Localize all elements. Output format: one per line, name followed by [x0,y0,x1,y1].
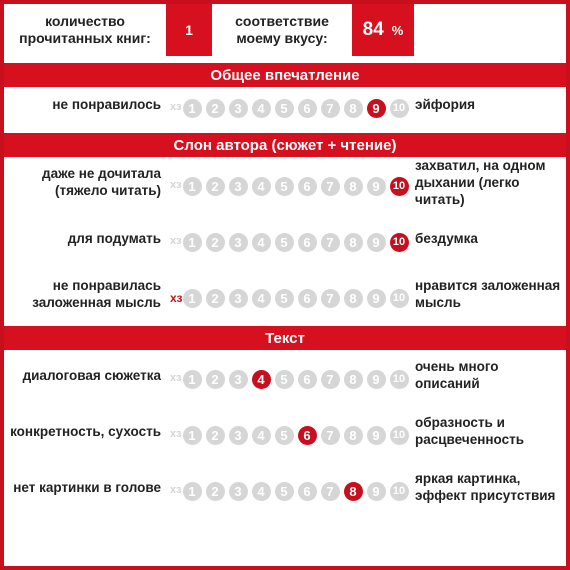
scale-option-2[interactable]: 2 [206,370,225,389]
section-title: Общее впечатление [4,63,566,87]
scale-option-4[interactable]: 4 [252,482,271,501]
scale-option-2[interactable]: 2 [206,482,225,501]
scale-option-3[interactable]: 3 [229,99,248,118]
scale-right-label: образность и расцвеченность [415,415,524,447]
scale-option-9[interactable]: 9 [367,482,386,501]
scale-option-3[interactable]: 3 [229,289,248,308]
scale-option-5[interactable]: 5 [275,233,294,252]
scale-option-1[interactable]: 1 [183,482,202,501]
scale-option-1[interactable]: 1 [183,370,202,389]
scale-option-3[interactable]: 3 [229,426,248,445]
scale-option-8[interactable]: 8 [344,177,363,196]
scale-option-7[interactable]: 7 [321,482,340,501]
scale-option-7[interactable]: 7 [321,99,340,118]
scale-option-9[interactable]: 9 [367,289,386,308]
scale-option-2[interactable]: 2 [206,99,225,118]
scale-right-label: яркая картинка, эффект присутствия [415,471,556,503]
scale-option-10[interactable]: 10 [390,99,409,118]
scale-option-4[interactable]: 4 [252,426,271,445]
scale-option-8[interactable]: 8 [344,99,363,118]
scale-option-7[interactable]: 7 [321,370,340,389]
scale-option-3[interactable]: 3 [229,177,248,196]
scale-option-2[interactable]: 2 [206,177,225,196]
taste-match-unit: % [391,22,404,38]
scale-option-10[interactable]: 10 [390,177,409,196]
scale-option-6[interactable]: 6 [298,99,317,118]
scale-option-1[interactable]: 1 [183,289,202,308]
scale-option-8[interactable]: 8 [344,370,363,389]
scale-option-6[interactable]: 6 [298,289,317,308]
scale-left-label: даже не дочитала (тяжело читать) [42,166,161,198]
scale-left-label: для подумать [67,230,161,246]
scale-option-10[interactable]: 10 [390,482,409,501]
scale-option-7[interactable]: 7 [321,426,340,445]
scale-option-4[interactable]: 4 [252,177,271,196]
scale-option-7[interactable]: 7 [321,289,340,308]
taste-match-label: соответствие моему вкусу: [212,4,352,56]
scale-option-xz[interactable]: хз [170,179,182,191]
scale-option-xz[interactable]: хз [170,235,182,247]
scale-option-5[interactable]: 5 [275,482,294,501]
scale-option-3[interactable]: 3 [229,370,248,389]
scale-option-8[interactable]: 8 [344,426,363,445]
scale-option-9[interactable]: 9 [367,177,386,196]
scale-option-2[interactable]: 2 [206,289,225,308]
scale-option-xz[interactable]: хз [170,372,182,384]
scale-option-10[interactable]: 10 [390,370,409,389]
scale-option-4[interactable]: 4 [252,289,271,308]
scale-left-label: диалоговая сюжетка [22,367,161,383]
scale-option-4[interactable]: 4 [252,370,271,389]
scale-option-10[interactable]: 10 [390,426,409,445]
scale-option-6[interactable]: 6 [298,482,317,501]
scale-left-label: не понравилось [52,96,161,112]
scale-option-8[interactable]: 8 [344,482,363,501]
scale-option-1[interactable]: 1 [183,99,202,118]
scale-option-8[interactable]: 8 [344,289,363,308]
scale-option-7[interactable]: 7 [321,233,340,252]
scale-option-1[interactable]: 1 [183,177,202,196]
section-title: Текст [4,326,566,350]
scale-option-5[interactable]: 5 [275,289,294,308]
scale-option-9[interactable]: 9 [367,370,386,389]
scale-option-5[interactable]: 5 [275,177,294,196]
scale-option-6[interactable]: 6 [298,426,317,445]
scale-left-label: конкретность, сухость [10,423,161,439]
scale-right-label: эйфория [415,96,476,112]
scale-right-label: захватил, на одном дыхании (легко читать) [415,157,546,207]
books-count-label: количество прочитанных книг: [4,4,166,56]
scale-option-5[interactable]: 5 [275,370,294,389]
scale-option-xz[interactable]: хз [170,484,182,496]
scale-option-3[interactable]: 3 [229,233,248,252]
scale-option-6[interactable]: 6 [298,177,317,196]
scale-option-6[interactable]: 6 [298,370,317,389]
scale-option-2[interactable]: 2 [206,426,225,445]
scale-option-xz[interactable]: хз [170,291,183,305]
taste-match-number: 84 [362,19,384,40]
scale-option-5[interactable]: 5 [275,426,294,445]
scale-right-label: бездумка [415,230,478,246]
scale-option-10[interactable]: 10 [390,233,409,252]
scale-option-3[interactable]: 3 [229,482,248,501]
scale-option-xz[interactable]: хз [170,428,182,440]
books-count-value: 1 [166,4,212,56]
scale-option-6[interactable]: 6 [298,233,317,252]
scale-option-4[interactable]: 4 [252,99,271,118]
taste-match-value [352,4,414,56]
scale-option-2[interactable]: 2 [206,233,225,252]
scale-option-9[interactable]: 9 [367,99,386,118]
scale-option-8[interactable]: 8 [344,233,363,252]
scale-left-label: нет картинки в голове [13,479,161,495]
scale-option-4[interactable]: 4 [252,233,271,252]
scale-option-9[interactable]: 9 [367,426,386,445]
scale-right-label: нравится заложенная мысль [415,278,561,310]
scale-option-1[interactable]: 1 [183,233,202,252]
header-empty-cell [414,4,566,56]
scale-option-10[interactable]: 10 [390,289,409,308]
scale-option-7[interactable]: 7 [321,177,340,196]
scale-right-label: очень много описаний [415,359,499,391]
scale-left-label: не понравилась заложенная мысль [32,278,161,310]
scale-option-xz[interactable]: хз [170,101,182,113]
section-title: Слон автора (сюжет + чтение) [4,133,566,157]
scale-option-5[interactable]: 5 [275,99,294,118]
scale-option-9[interactable]: 9 [367,233,386,252]
scale-option-1[interactable]: 1 [183,426,202,445]
